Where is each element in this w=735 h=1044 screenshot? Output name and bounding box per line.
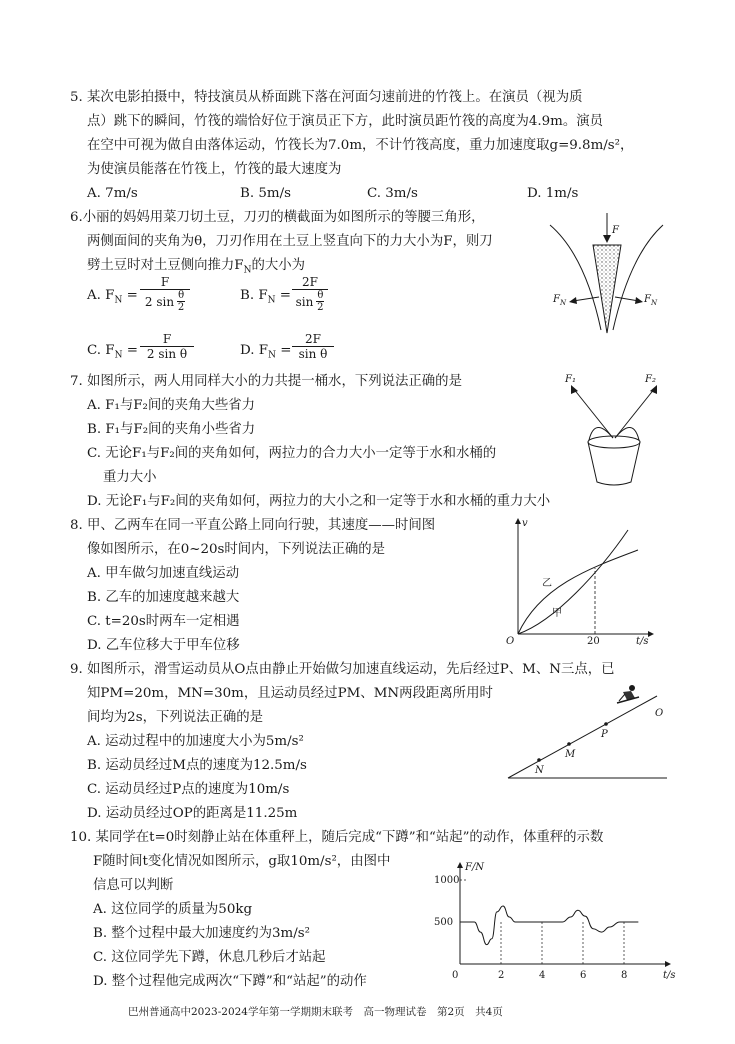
q5-option-d: D. 1m/s	[527, 186, 579, 201]
q5-line-4: 为使演员能落在竹筏上，竹筏的最大速度为	[87, 162, 342, 177]
force-f-arrowhead	[603, 235, 611, 243]
q5-line-1: 5. 某次电影拍摄中，特技演员从桥面跳下落在河面匀速前进的竹筏上。在演员（视为质	[70, 90, 583, 105]
q8-option-b: B. 乙车的加速度越来越大	[87, 590, 240, 605]
skier-icon	[617, 685, 639, 703]
y-axis-label: F/N	[465, 862, 485, 873]
force-f1-label: F₁	[565, 374, 576, 385]
q9-option-d: D. 运动员经过OP的距离是11.25m	[87, 806, 298, 821]
q10-line-3: 信息可以判断	[93, 878, 174, 893]
q8-line-1: 8. 甲、乙两车在同一平直公路上同向行驶，其速度——时间图	[70, 518, 436, 533]
q10-line-1: 10. 某同学在t=0时刻静止站在体重秤上，随后完成“下蹲”和“站起”的动作，体重秤的示数	[70, 830, 604, 845]
q5-option-b: B. 5m/s	[240, 186, 291, 201]
q6-option-d-prefix: D. $F_N$ =	[240, 343, 292, 361]
q10-option-b: B. 整个过程中最大加速度约为3m/s²	[93, 926, 311, 941]
q9-line-2: 知PM=20m，MN=30m，且运动员经过PM、MN两段距离所用时	[87, 686, 493, 701]
series-line-F	[460, 906, 638, 945]
q6-line-2: 两侧面间的夹角为θ，刀刃作用在土豆上竖直向下的力大小为F，则刀	[87, 234, 493, 249]
x-axis-arrow	[665, 961, 671, 967]
slope-incline	[508, 696, 657, 778]
curve-jia	[518, 530, 628, 634]
q8-line-2: 像如图所示，在0~20s时间内，下列说法正确的是	[87, 542, 386, 557]
force-fn-right-arrow	[615, 297, 639, 301]
q9-option-a: A. 运动过程中的加速度大小为5m/s²	[87, 734, 304, 749]
q7-option-b: B. F₁与F₂间的夹角小些省力	[87, 422, 256, 437]
point-n-label: N	[535, 765, 544, 776]
force-fn-right-label: $F_N$	[644, 294, 658, 307]
q9-option-c: C. 运动员经过P点的速度为10m/s	[87, 782, 290, 797]
bucket-rim	[588, 436, 640, 448]
q6-option-c-fraction: F 2 sin θ	[140, 332, 194, 361]
q5-line-3: 在空中可视为做自由落体运动，竹筏长为7.0m，不计竹筏高度，重力加速度取g=9.8m/s²，	[87, 138, 634, 153]
q6-option-c-prefix: C. $F_N$ =	[87, 343, 138, 361]
q10-line-2: F随时间t变化情况如图所示，g取10m/s²，由图中	[93, 854, 391, 869]
force-fn-left-arrow	[573, 297, 599, 301]
q6-knife-figure	[545, 205, 670, 355]
q10-option-a: A. 这位同学的质量为50kg	[93, 902, 253, 917]
q5-line-2: 点）跳下的瞬间，竹筏的端恰好位于演员正下方，此时演员距竹筏的高度为4.9m。演员	[87, 114, 604, 129]
q5-option-c: C. 3m/s	[367, 186, 418, 201]
y-axis-label: v	[522, 518, 528, 529]
knife-blade	[593, 245, 621, 333]
point-n	[537, 758, 541, 762]
x-tick-0: 0	[452, 970, 459, 981]
x-tick-6: 6	[580, 970, 587, 981]
point-m-label: M	[565, 749, 576, 760]
q6-line-3: 劈土豆时对土豆侧向推力$F_N$的大小为	[87, 258, 306, 276]
q10-option-d: D. 整个过程他完成两次“下蹲”和“站起”的动作	[93, 974, 367, 989]
q7-bucket-figure	[565, 372, 675, 490]
q7-option-d: D. 无论F₁与F₂间的夹角如何，两拉力的大小之和一定等于水和水桶的重力大小	[87, 494, 551, 509]
page-footer: 巴州普通高中2023-2024学年第一学期期末联考 高一物理试卷 第2页 共4页	[128, 1006, 503, 1018]
q5-option-a: A. 7m/s	[87, 186, 138, 201]
origin-label: O	[506, 636, 515, 647]
force-f-label: F	[612, 225, 619, 236]
q10-ft-chart	[422, 852, 676, 982]
point-p-label: P	[601, 729, 608, 740]
q7-option-c: C. 无论F₁与F₂间的夹角如何，两拉力的合力大小一定等于水和水桶的	[87, 446, 497, 461]
curve-yi-label: 乙	[542, 578, 552, 589]
q9-line-1: 9. 如图所示，滑雪运动员从O点由静止开始做匀加速直线运动，先后经过P、M、N三点，已	[70, 662, 615, 677]
q8-option-d: D. 乙车位移大于甲车位移	[87, 638, 240, 653]
x-tick-4: 4	[539, 970, 546, 981]
q6-option-a-prefix: A. $F_N$ =	[87, 288, 138, 306]
q6-option-b-prefix: B. $F_N$ =	[240, 288, 292, 306]
q6-option-d-fraction: 2F sin θ	[292, 332, 334, 361]
point-p	[604, 722, 608, 726]
q9-slope-figure	[505, 682, 670, 782]
q8-vt-graph	[500, 516, 660, 646]
q7-option-c-cont: 重力大小	[103, 470, 157, 485]
q6-option-b-fraction: 2F sin θ 2	[292, 275, 328, 313]
q9-option-b: B. 运动员经过M点的速度为12.5m/s	[87, 758, 307, 773]
q8-option-c: C. t=20s时两车一定相遇	[87, 614, 240, 629]
y-axis-arrow	[457, 862, 463, 868]
y-tick-500: 500	[434, 917, 454, 928]
x-axis-label: t/s	[636, 636, 649, 647]
q7-option-a: A. F₁与F₂间的夹角大些省力	[87, 398, 256, 413]
q6-option-a-fraction: F 2 sin θ 2	[140, 275, 190, 313]
curve-yi	[518, 550, 638, 634]
potato-right-curve	[613, 225, 663, 330]
force-fn-left-label: $F_N$	[553, 294, 567, 307]
potato-left-curve	[550, 225, 601, 330]
x-tick-20: 20	[587, 636, 600, 647]
point-o-label: O	[655, 708, 664, 719]
q10-option-c: C. 这位同学先下蹲，休息几秒后才站起	[93, 950, 326, 965]
curve-jia-label: 甲	[552, 608, 562, 619]
q8-option-a: A. 甲车做匀加速直线运动	[87, 566, 240, 581]
q7-stem: 7. 如图所示，两人用同样大小的力共提一桶水，下列说法正确的是	[70, 374, 462, 389]
force-f2-label: F₂	[645, 374, 656, 385]
q9-line-3: 间均为2s，下列说法正确的是	[87, 710, 264, 725]
point-m	[567, 742, 571, 746]
x-tick-8: 8	[621, 970, 628, 981]
x-tick-2: 2	[498, 970, 505, 981]
x-axis-label: t/s	[663, 970, 676, 981]
q6-line-1: 6.小丽的妈妈用菜刀切土豆，刀刃的横截面为如图所示的等腰三角形，	[70, 210, 485, 225]
y-tick-1000: 1000	[434, 875, 460, 886]
